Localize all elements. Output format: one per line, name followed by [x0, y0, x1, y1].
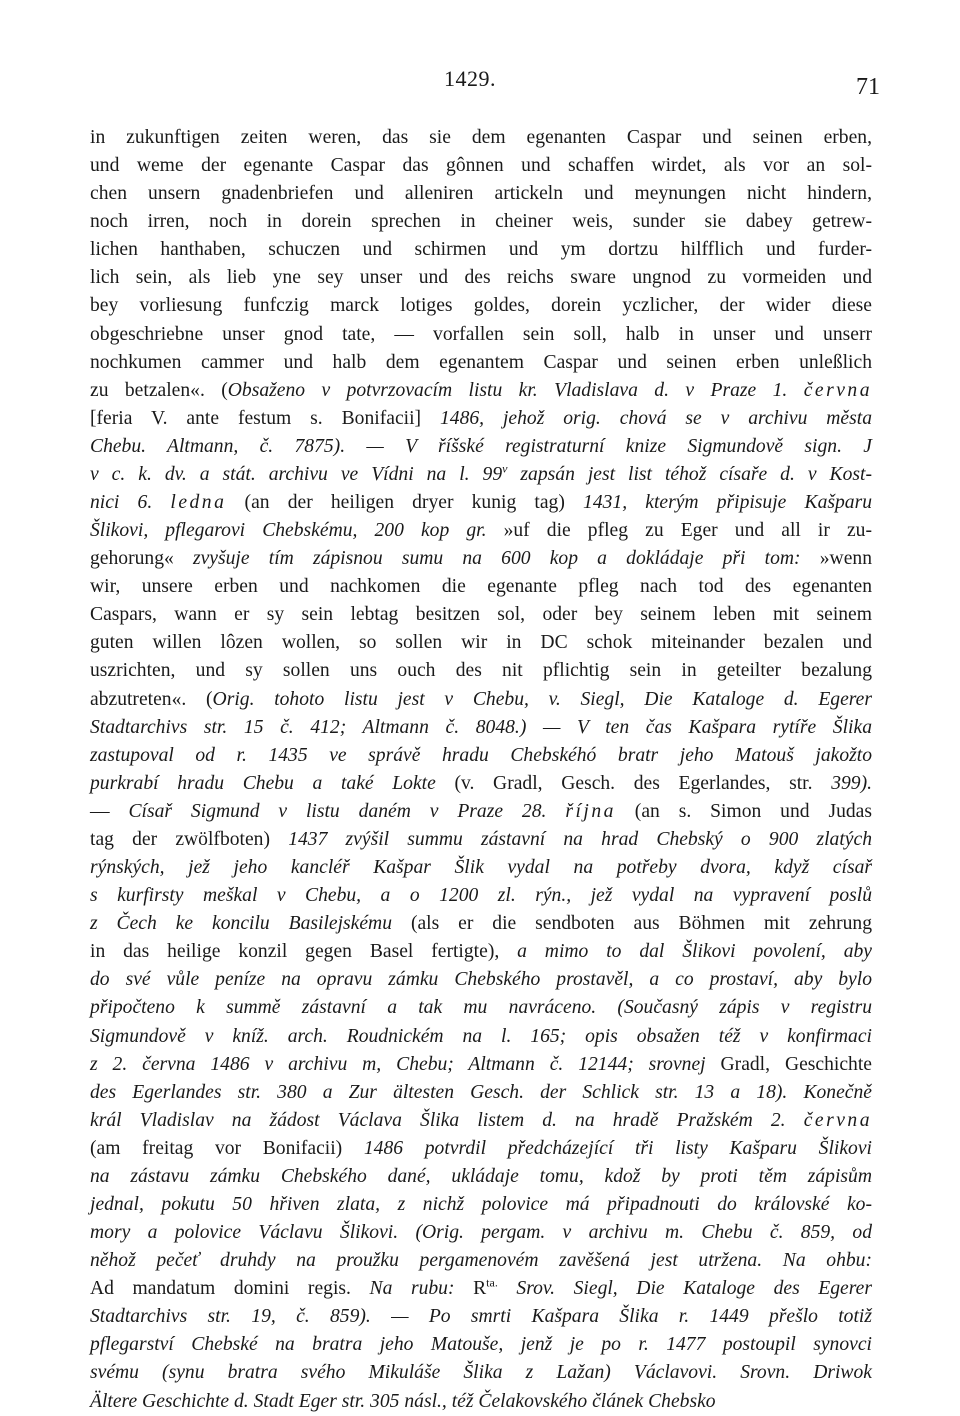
text-segment: guten willen lôzen wollen, so sollen wir in DC schok miteinander bezalen und — [90, 632, 872, 654]
text-segment: a mimo to dal Šlikovi povolení, aby — [517, 941, 872, 963]
text-segment: zu betzalen«. ( — [90, 379, 228, 401]
text-segment: und weme der egenante Caspar das gônnen und schaffen wirdet, als vor an sol- — [90, 155, 872, 177]
text-segment: ta. — [486, 1275, 498, 1290]
text-segment: zvyšuje tím zápisnou sumu na 600 kop a dokládaje při tom: — [192, 548, 820, 570]
text-line — [90, 1331, 872, 1359]
text-line — [90, 882, 872, 910]
text-segment: připočteno k summě zástavní a tak mu navráceno. (Současný zápis v registru — [90, 997, 872, 1019]
text-segment: (als er die sendboten aus Böhmen mit zehrung — [410, 913, 873, 935]
text-segment: bey vorliesung funfczig marck lotiges goldes, dorein yczlicher, der wider diese — [90, 295, 872, 317]
text-segment: gehorung« — [90, 548, 193, 570]
text-segment: Stadtarchivs str. 19, č. 859). — Po smrti Kašpara Šlika r. 1449 přešlo totiž — [90, 1306, 872, 1328]
text-segment: zastupoval od r. 1435 ve správě hradu Chebskéhó bratr jeho Matouš jakožto — [90, 744, 872, 766]
text-line — [90, 124, 872, 152]
text-line — [90, 1219, 872, 1247]
text-segment: něhož pečeť druhdy na proužku pergamenovém zavěšená jest utržena. Na ohbu: — [90, 1250, 872, 1272]
text-line — [90, 1135, 872, 1163]
text-line — [90, 1107, 872, 1135]
text-line — [90, 826, 872, 854]
text-segment: obgeschriebne unser gnod tate, — vorfallen sein soll, halb in unser und unserr — [90, 323, 872, 345]
page-number: 71 — [856, 74, 880, 100]
text-segment: R — [473, 1278, 487, 1300]
text-segment: in das heilige konzil gegen Basel fertigte), — [90, 941, 518, 963]
text-segment: Šlikovi, pflegarovi Chebskému, 200 kop gr. — [90, 520, 504, 542]
text-segment: tag der zwölfboten) — [90, 828, 289, 850]
text-segment: »uf die pfleg zu Eger und all ir zu- — [503, 520, 872, 542]
text-segment: Ad mandatum domini regis. — [90, 1278, 370, 1300]
text-segment: 1437 zvýšil summu zástavní na hrad Chebský o 900 zlatých — [288, 828, 872, 850]
text-line — [90, 1079, 872, 1107]
text-line — [90, 798, 872, 826]
text-segment: v c. k. dv. a stát. archivu ve Vídni na l. 99 — [90, 463, 503, 485]
text-segment: (v. Gradl, Gesch. des Egerlandes, str. — [454, 772, 832, 794]
text-segment: Obsaženo v potvrzovacím listu kr. Vladislava d. v Praze 1. — [227, 379, 804, 401]
text-line — [90, 461, 872, 489]
text-segment: (am freitag vor Bonifacii) — [90, 1137, 364, 1159]
text-segment: Konečně — [803, 1081, 872, 1103]
text-line — [90, 405, 872, 433]
text-segment: pflegarství Chebské na bratra jeho Matouše, jenž je po r. 1477 postoupil synovci — [90, 1334, 872, 1356]
text-segment: svému (synu bratra svého Mikuláše Šlika z Lažan) Václavovi. Srovn. Driwok — [90, 1362, 872, 1384]
text-segment: Císař Sigmund v listu daném v Praze 28. — [128, 800, 566, 822]
text-line — [90, 1023, 872, 1051]
text-segment: Ältere Geschichte d. Stadt Eger str. 305 násl., též Čelakovského článek Chebsko — [90, 1390, 716, 1412]
text-segment: purkrabí hradu Chebu a také Lokte — [90, 772, 455, 794]
text-segment: 1486, jehož orig. chová se v archivu města — [439, 407, 872, 429]
body-text — [90, 124, 872, 1416]
text-line — [90, 1275, 872, 1303]
text-segment: 1486 potvrdil předcházející tři listy Kašparu Šlikovi — [363, 1137, 872, 1159]
text-segment: 1431, kterým připisuje Kašparu — [583, 492, 873, 514]
text-line — [90, 349, 872, 377]
text-segment: Sigmundově v kníž. arch. Roudnickém na l. 165; opis obsažen též v konfirmaci — [90, 1025, 872, 1047]
text-line — [90, 910, 872, 938]
text-segment: chen unsern gnadenbriefen und alleniren artickeln und meynungen nicht hindern, — [90, 183, 872, 205]
text-segment: (an der heiligen dryer kunig tag) — [226, 492, 584, 514]
text-segment: Na rubu: — [369, 1278, 474, 1300]
text-segment: ledna — [170, 492, 227, 514]
text-segment: z Čech ke koncilu Basilejskému — [90, 913, 411, 935]
text-line — [90, 1388, 872, 1416]
text-line — [90, 377, 872, 405]
text-segment: nici 6. — [90, 492, 171, 514]
text-segment: »wenn — [819, 548, 872, 570]
text-segment: října — [565, 800, 616, 822]
text-line — [90, 742, 872, 770]
text-line — [90, 208, 872, 236]
text-segment: uszrichten, und sy sollen uns ouch des nit pflichtig sein in geteilter bezalung — [90, 660, 872, 682]
text-line — [90, 1303, 872, 1331]
text-segment: král Vladislav na žádost Václava Šlika listem d. na hradě Pražském 2. — [90, 1109, 804, 1131]
text-segment: lich sein, als lieb yne sey unser und des reichs sware ungnod zu vormeiden und — [90, 267, 872, 289]
text-segment: rýnských, jež jeho kancléř Kašpar Šlik vydal na potřeby dvora, když císař — [90, 857, 872, 879]
text-segment: wir, unsere erben und nachkomen die egenante pfleg nach tod des egenanten — [90, 576, 872, 598]
text-line — [90, 994, 872, 1022]
text-segment: v — [502, 461, 508, 476]
text-line — [90, 938, 872, 966]
text-line — [90, 714, 872, 742]
text-line — [90, 1247, 872, 1275]
text-segment: 399). — [831, 772, 873, 794]
text-line — [90, 1359, 872, 1387]
text-segment: nochkumen cammer und halb dem egenantem Caspar und seinen erben unleßlich — [90, 351, 872, 373]
text-line — [90, 1191, 872, 1219]
text-line — [90, 966, 872, 994]
text-segment: s kurfirsty meškal v Chebu, a o 1200 zl. rýn., jež vydal na vypravení poslů — [90, 885, 872, 907]
text-segment: z 2. června 1486 v archivu m, Chebu; Altmann č. 12144; srovnej — [90, 1053, 721, 1075]
text-segment: Caspars, wann er sy sein lebtag besitzen sol, oder bey seinem leben mit seinem — [90, 604, 872, 626]
text-segment: června — [803, 1109, 872, 1131]
text-line — [90, 573, 872, 601]
text-line — [90, 433, 872, 461]
text-segment: des Egerlandes str. 380 a Zur ältesten Gesch. der Schlick str. 13 a 18). — [90, 1081, 804, 1103]
text-segment: Stadtarchivs str. 15 č. 412; Altmann č. 8048.) — V ten čas Kašpara rytíře Šlika — [90, 716, 872, 738]
text-segment: in zukunftigen zeiten weren, das sie dem egenanten Caspar und seinen erben, — [90, 127, 872, 148]
text-line — [90, 770, 872, 798]
text-line — [90, 152, 872, 180]
text-segment: Srov. Siegl, Die Kataloge des Egerer — [497, 1278, 872, 1300]
text-segment: lichen hanthaben, schuczen und schirmen und ym dortzu hilfflich und furder- — [90, 239, 872, 261]
text-segment: mory a polovice Václavu Šlikovi. (Orig. pergam. v archivu m. Chebu č. 859, od — [90, 1222, 872, 1244]
running-header-year: 1429. — [444, 66, 496, 91]
text-line — [90, 292, 872, 320]
text-segment: zapsán jest list téhož císaře d. v Kost- — [507, 463, 872, 485]
text-line — [90, 1051, 872, 1079]
text-line — [90, 1163, 872, 1191]
text-line — [90, 657, 872, 685]
text-line — [90, 686, 872, 714]
text-line — [90, 264, 872, 292]
text-segment: — — [90, 800, 129, 822]
text-line — [90, 629, 872, 657]
text-segment: noch irren, noch in dorein sprechen in cheiner weis, sunder sie dabey getrew- — [90, 211, 872, 233]
text-line — [90, 517, 872, 545]
text-segment: jednal, pokutu 50 hřiven zlata, z nichž polovice má připadnouti do královské ko- — [90, 1193, 872, 1215]
text-segment: (an s. Simon und Judas — [615, 800, 873, 822]
text-line — [90, 180, 872, 208]
text-segment: na zástavu zámku Chebského dané, ukládaje tomu, kdož by proti těm zápisům — [90, 1165, 872, 1187]
text-segment: do své vůle peníze na opravu zámku Chebského prostavěl, a co prostaví, aby bylo — [90, 969, 872, 991]
text-line — [90, 854, 872, 882]
text-segment: abzutreten«. ( — [90, 688, 213, 710]
text-line — [90, 489, 872, 517]
text-segment: června — [803, 379, 872, 401]
text-segment: Orig. tohoto listu jest v Chebu, v. Siegl, Die Kataloge d. Egerer — [212, 688, 872, 710]
text-segment: [feria V. ante festum s. Bonifacii] — [90, 407, 440, 429]
text-segment: Gradl, Geschichte — [720, 1053, 872, 1075]
text-line — [90, 236, 872, 264]
text-line — [90, 545, 872, 573]
text-line — [90, 601, 872, 629]
text-line — [90, 321, 872, 349]
text-segment: Chebu. Altmann, č. 7875). — V říšské registraturní knize Sigmundově sign. J — [90, 435, 872, 457]
